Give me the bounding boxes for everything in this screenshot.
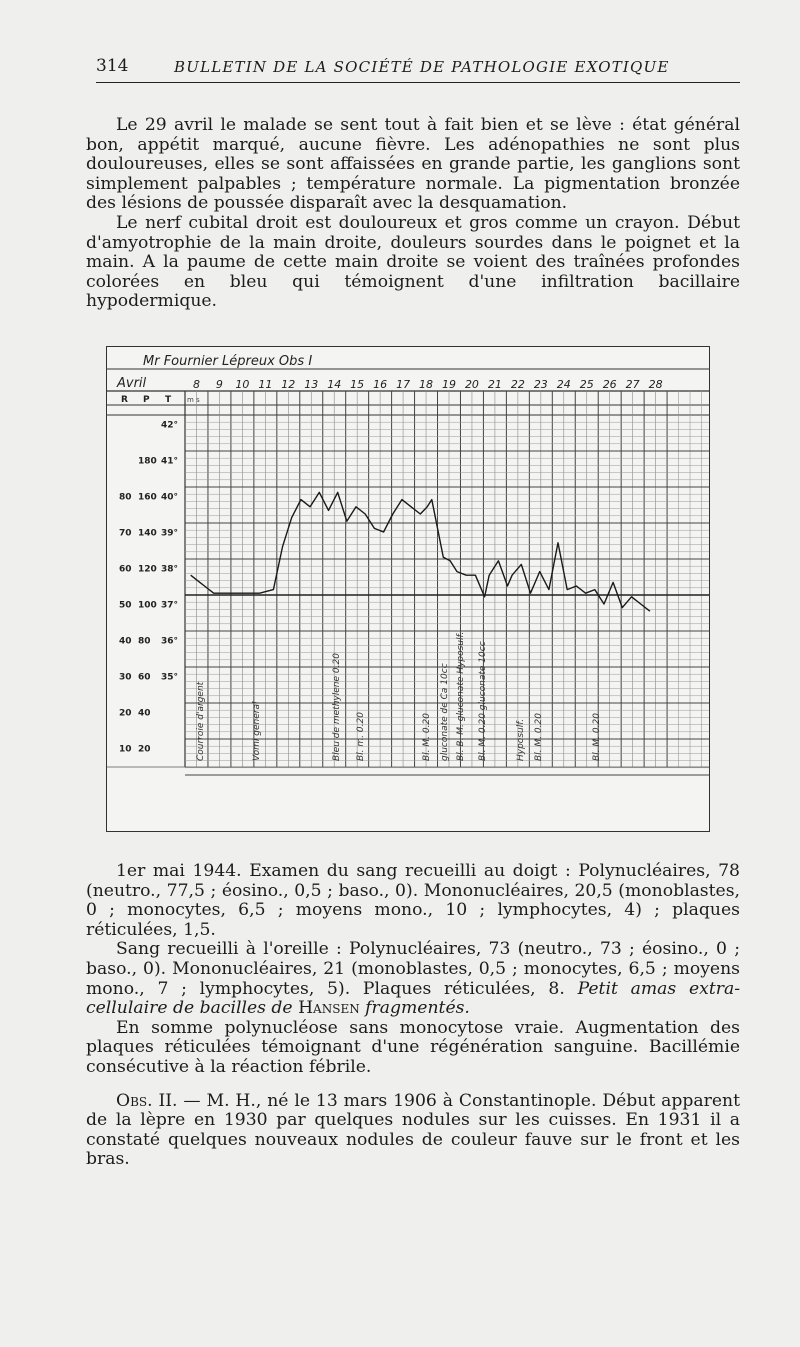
rpt-label: P: [143, 395, 150, 405]
month-label: Avril: [117, 376, 147, 391]
day-label: 14: [327, 378, 342, 391]
day-label: 25: [579, 378, 594, 391]
chart-title: Mr Fournier Lépreux Obs I: [143, 354, 313, 369]
day-label: 8: [192, 378, 200, 391]
treatment-note: Bl. M. 0.20: [422, 713, 432, 761]
paragraph-3: 1er mai 1944. Examen du sang recueilli au doigt : Polynucléaires, 78 (neutro., 77,5 ; éosino., 0,5 ; baso., 0). Mononucléaires, 20,5 (monoblastes, 0 ; monocytes, 6,5 ; moyens mono., 10 ; lymphocytes, 4) ; plaques réticulées, 1,5.: [86, 861, 740, 940]
y-label-p: 20: [138, 744, 151, 755]
day-label: 27: [625, 378, 640, 391]
paragraph-obs2: [86, 1092, 740, 1170]
treatment-note: Vomi general: [252, 701, 262, 761]
day-label: 17: [396, 378, 411, 391]
y-label-r: 10: [119, 744, 132, 755]
paragraph-1: Le 29 avril le malade se sent tout à fait bien et se lève : état général bon, appétit marqué, aucune fièvre. Les adénopathies ne sont plus douloureuses, elles se sont affaissées en grande partie, les ganglions sont simplement palpables ; température normale. La pigmentation bronzée des lésions de poussée disparaît avec la desquamation.: [86, 115, 740, 214]
treatment-note: Bl. M. 0.20 gluconate 10cc: [478, 641, 488, 761]
y-label-r: 70: [119, 528, 132, 539]
y-label-p: 60: [138, 672, 151, 683]
paragraph-4: [86, 940, 740, 1018]
obs2-label: Obs. II.: [116, 1090, 178, 1111]
y-label-r: 80: [119, 492, 132, 503]
text-bottom: [86, 862, 740, 1170]
y-label-t: 37°: [161, 600, 179, 611]
day-label: 20: [464, 378, 479, 391]
ms-label: m s: [187, 396, 200, 404]
day-label: 10: [235, 378, 250, 391]
y-label-t: 41°: [161, 456, 179, 467]
treatment-note: Hyposulf.: [516, 718, 526, 761]
y-label-p: 160: [138, 492, 157, 503]
y-label-p: 140: [138, 528, 157, 539]
day-label: 24: [556, 378, 571, 391]
y-label-r: 40: [119, 636, 132, 647]
treatment-note: Bleu de methylene 0.20: [332, 653, 342, 761]
y-label-r: 30: [119, 672, 132, 683]
day-label: 23: [533, 378, 548, 391]
y-label-t: 38°: [161, 564, 179, 575]
y-label-r: 60: [119, 564, 132, 575]
day-label: 22: [510, 378, 525, 391]
paragraph-4-b: Petit amas extra-cellulaire de bacilles de: [86, 978, 741, 1019]
day-label: 15: [350, 378, 365, 391]
y-label-t: 35°: [161, 672, 179, 683]
y-label-p: 80: [138, 636, 151, 647]
temperature-chart-svg: [107, 347, 709, 831]
running-title: BULLETIN DE LA SOCIÉTÉ DE PATHOLOGIE EXOTIQUE: [174, 58, 670, 76]
y-label-t: 39°: [161, 528, 179, 539]
day-label: 12: [281, 378, 296, 391]
treatment-note: Bl. M. 0.20: [534, 713, 544, 761]
y-label-p: 120: [138, 564, 157, 575]
rpt-label: R: [121, 395, 128, 405]
y-label-r: 50: [119, 600, 132, 611]
y-label-t: 42°: [161, 420, 179, 431]
running-header: [96, 52, 740, 83]
y-label-p: 40: [138, 708, 151, 719]
treatment-note: gluconate de Ca 10cc: [440, 663, 450, 761]
day-label: 11: [258, 378, 273, 391]
y-label-r: 20: [119, 708, 132, 719]
text-top: [86, 116, 740, 312]
paragraph-4-hansen: Hansen: [298, 998, 360, 1019]
paragraph-4-c: fragmentés.: [365, 998, 470, 1019]
y-label-t: 40°: [161, 492, 179, 503]
y-label-t: 36°: [161, 636, 179, 647]
day-label: 18: [419, 378, 434, 391]
paragraph-2: Le nerf cubital droit est douloureux et gros comme un crayon. Début d'amyotrophie de la main droite, douleurs sourdes dans le poignet et la main. A la paume de cette main droite se voient des traînées profondes colorées en bleu qui témoignent d'une infiltration bacillaire hypodermique.: [86, 212, 740, 312]
page-number: 314: [96, 56, 129, 76]
rpt-label: T: [165, 395, 172, 405]
day-label: 16: [373, 378, 388, 391]
day-label: 26: [602, 378, 617, 391]
paragraph-5: En somme polynucléose sans monocytose vraie. Augmentation des plaques réticulées témoignant d'une régénération sanguine. Bacillémie consécutive à la réaction fébrile.: [86, 1017, 740, 1077]
day-label: 9: [215, 378, 223, 391]
day-label: 19: [441, 378, 456, 391]
day-label: 13: [304, 378, 319, 391]
day-label: 21: [487, 378, 502, 391]
day-label: 28: [648, 378, 663, 391]
treatment-note: Courroie d'argent: [196, 681, 206, 761]
treatment-note: Bl. B. M. gluconate Hyposulf.: [456, 631, 466, 761]
obs2-text: — M. H., né le 13 mars 1906 à Constantinople. Début apparent de la lèpre en 1930 par quelques nodules sur les cuisses. En 1931 il a constaté quelques nouveaux nodules de couleur fauve sur le front et les bras.: [86, 1090, 740, 1170]
treatment-note: Bl. m. 0.20: [356, 712, 366, 761]
y-label-p: 180: [138, 456, 157, 467]
y-label-p: 100: [138, 600, 157, 611]
temperature-chart: [106, 346, 710, 832]
treatment-note: Bl. M. 0.20: [592, 713, 602, 761]
paragraph-4-a: Sang recueilli à l'oreille : Polynucléaires, 73 (neutro., 73 ; éosino., 0 ; baso., 0). Mononucléaires, 21 (monoblastes, 0,5 ; monocytes, 6,5 ; moyens mono., 7 ; lymphocytes, 5). Plaques réticulées, 8.: [86, 939, 740, 999]
